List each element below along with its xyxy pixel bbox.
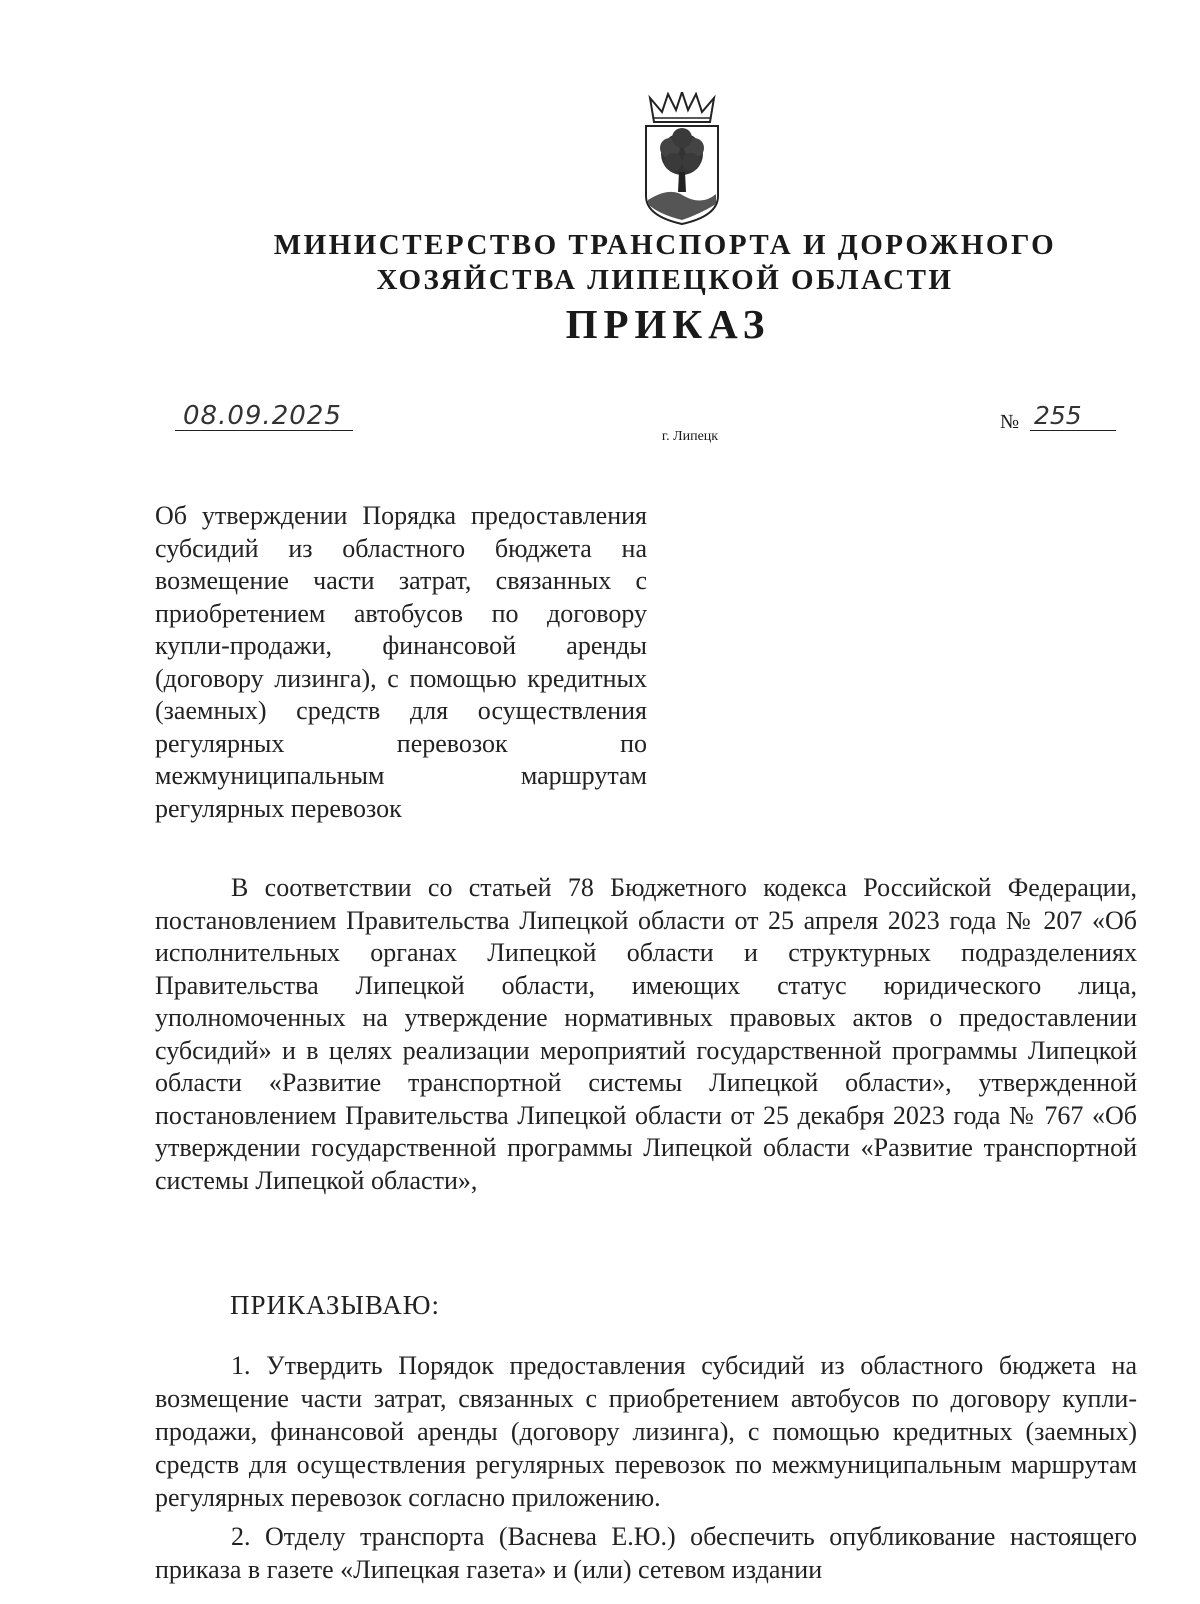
order-date: 08.09.2025 xyxy=(175,402,353,431)
order-item: 1. Утвердить Порядок предоставления субсидий из областного бюджета на возмещение части затрат, связанных с приобретением автобусов по договору купли-продажи, финансовой аренды (договору лизинга), с помощью кредитных (заемных) средств для осуществления регулярных перевозок по межмуниципальным маршрутам регулярных перевозок согласно приложению. xyxy=(155,1351,1137,1512)
ministry-name xyxy=(0,228,1200,298)
order-subject: Об утверждении Порядка предоставления субсидий из областного бюджета на возмещение части затрат, связанных с приобретением автобусов по договору купли-продажи, финансовой аренды (договору лизинга), с помощью кредитных (заемных) средств для осуществления регулярных перевозок по межмуниципальным маршрутам регулярных перевозок xyxy=(155,501,647,823)
order-items xyxy=(155,1349,1137,1592)
order-number: 255 xyxy=(1030,402,1116,431)
ministry-line-2: ХОЗЯЙСТВА ЛИПЕЦКОЙ ОБЛАСТИ xyxy=(376,264,954,296)
city-label: г. Липецк xyxy=(661,429,719,444)
ministry-line-1: МИНИСТЕРСТВО ТРАНСПОРТА И ДОРОЖНОГО xyxy=(273,229,1057,261)
order-item: 2. Отделу транспорта (Васнева Е.Ю.) обеспечить опубликование настоящего приказа в газете «Липецкая газета» и (или) сетевом издании xyxy=(155,1522,1137,1584)
coat-of-arms-icon xyxy=(640,92,724,228)
preamble-paragraph: В соответствии со статьей 78 Бюджетного кодекса Российской Федерации, постановлением Правительства Липецкой области от 25 апреля 2023 года № 207 «Об исполнительных органах Липецкой области и структурных подразделениях Правительства Липецкой области, имеющих статус юридического лица, уполномоченных на утверждение нормативных правовых актов о предоставлении субсидий» и в целях реализации мероприятий государственной программы Липецкой области «Развитие транспортной системы Липецкой области», утвержденной постановлением Правительства Липецкой области от 25 декабря 2023 года № 767 «Об утверждении государственной программы Липецкой области «Развитие транспортной системы Липецкой области», xyxy=(155,873,1137,1195)
order-directive: ПРИКАЗЫВАЮ: xyxy=(230,1290,440,1320)
number-sign: № xyxy=(1000,411,1020,433)
document-type: ПРИКАЗ xyxy=(565,301,771,347)
